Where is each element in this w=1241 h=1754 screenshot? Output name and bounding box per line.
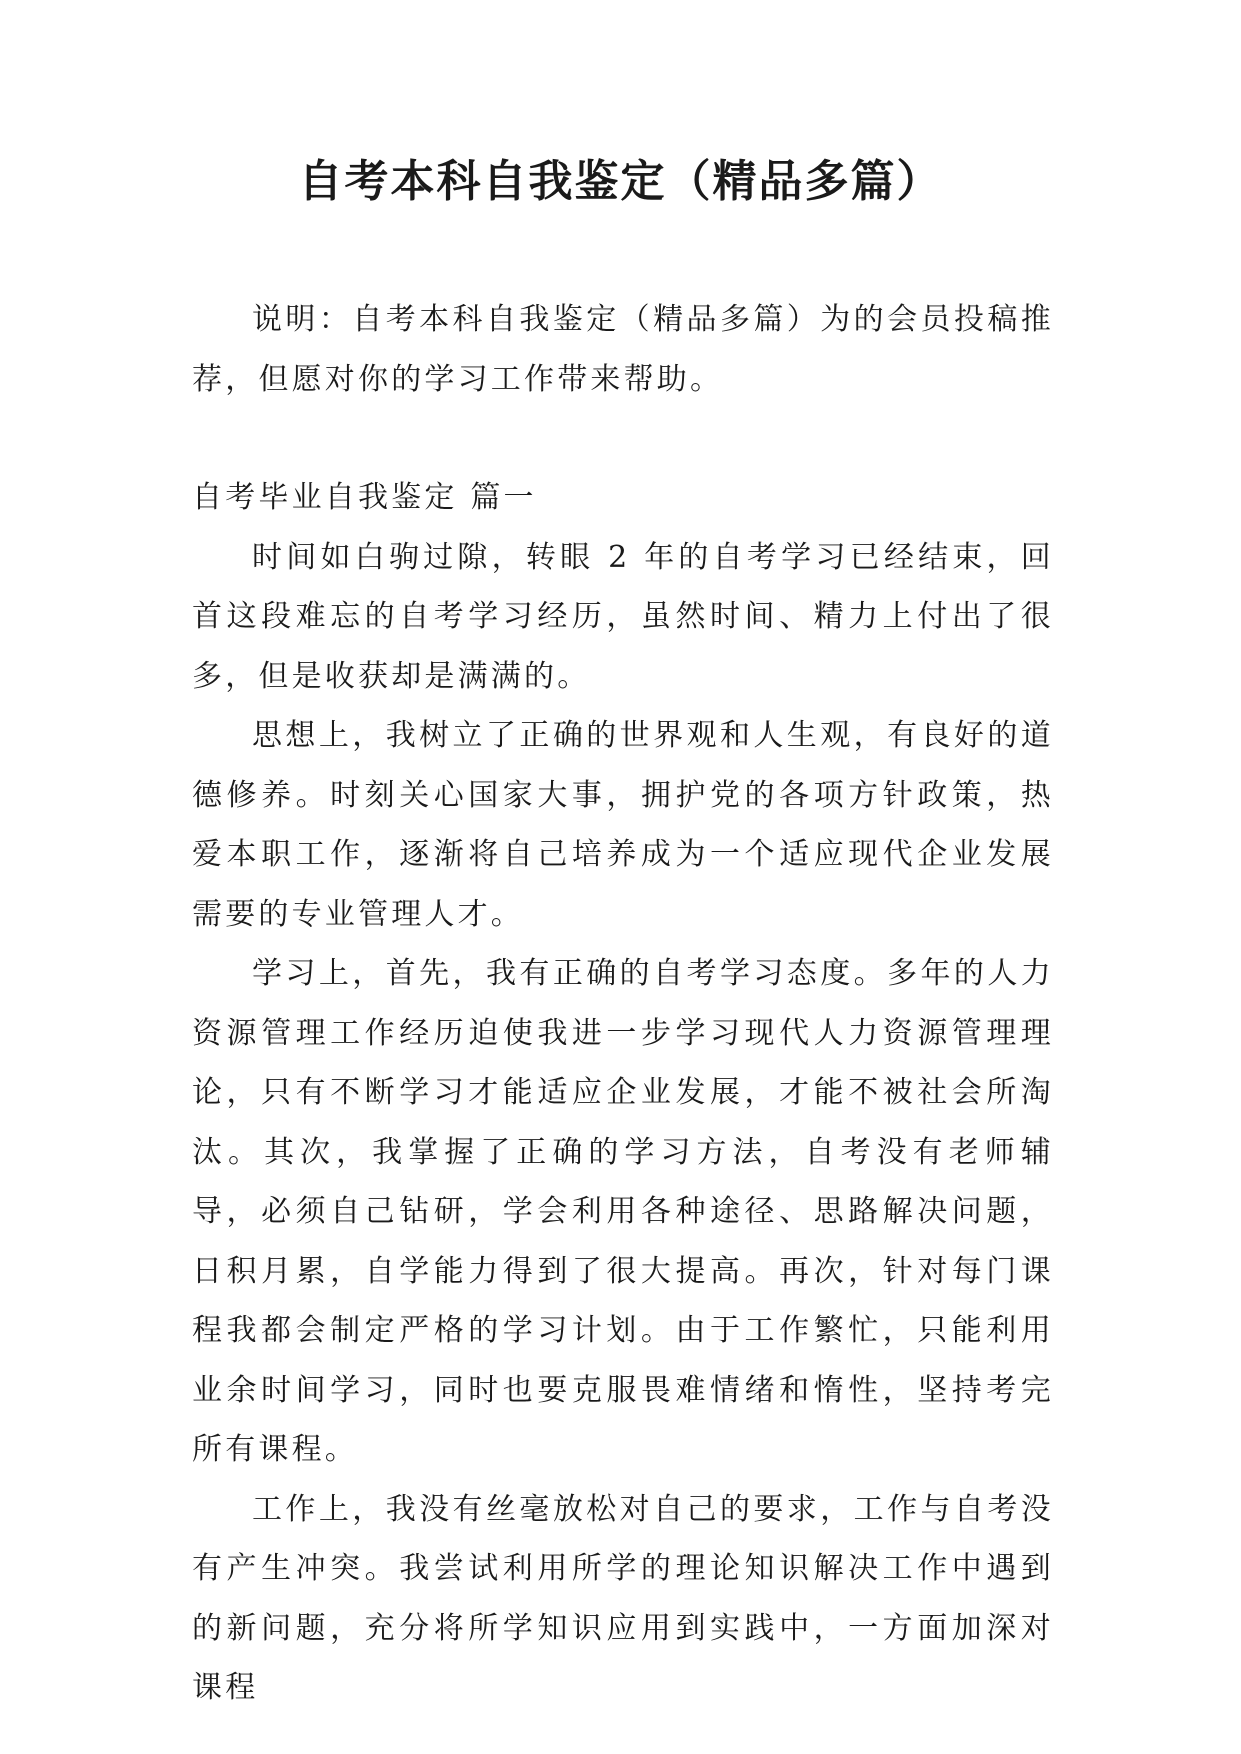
body-paragraph: 思想上，我树立了正确的世界观和人生观，有良好的道德修养。时刻关心国家大事，拥护党的各项方针政策，热爱本职工作，逐渐将自己培养成为一个适应现代企业发展需要的专业管理人才。 [192,718,1054,932]
body-paragraph: 时间如白驹过隙，转眼 2 年的自考学习已经结束，回首这段难忘的自考学习经历，虽然时间、精力上付出了很多，但是收获却是满满的。 [192,539,1054,694]
section-heading: 自考毕业自我鉴定 篇一 [192,480,537,515]
intro-paragraph: 说明：自考本科自我鉴定（精品多篇）为的会员投稿推荐，但愿对你的学习工作带来帮助。 [192,302,1054,397]
document-body [192,290,1054,1718]
body-paragraph: 学习上，首先，我有正确的自考学习态度。多年的人力资源管理工作经历迫使我进一步学习现代人力资源管理理论，只有不断学习才能适应企业发展，才能不被社会所淘汰。其次，我掌握了正确的学习方法，自考没有老师辅导，必须自己钻研，学会利用各种途径、思路解决问题，日积月累，自学能力得到了很大提高。再次，针对每门课程我都会制定严格的学习计划。由于工作繁忙，只能利用业余时间学习，同时也要克服畏难情绪和惰性，坚持考完所有课程。 [192,956,1054,1467]
document-title: 自考本科自我鉴定（精品多篇） [298,156,943,207]
body-paragraph: 工作上，我没有丝毫放松对自己的要求，工作与自考没有产生冲突。我尝试利用所学的理论知识解决工作中遇到的新问题，充分将所学知识应用到实践中，一方面加深对课程 [192,1491,1054,1705]
